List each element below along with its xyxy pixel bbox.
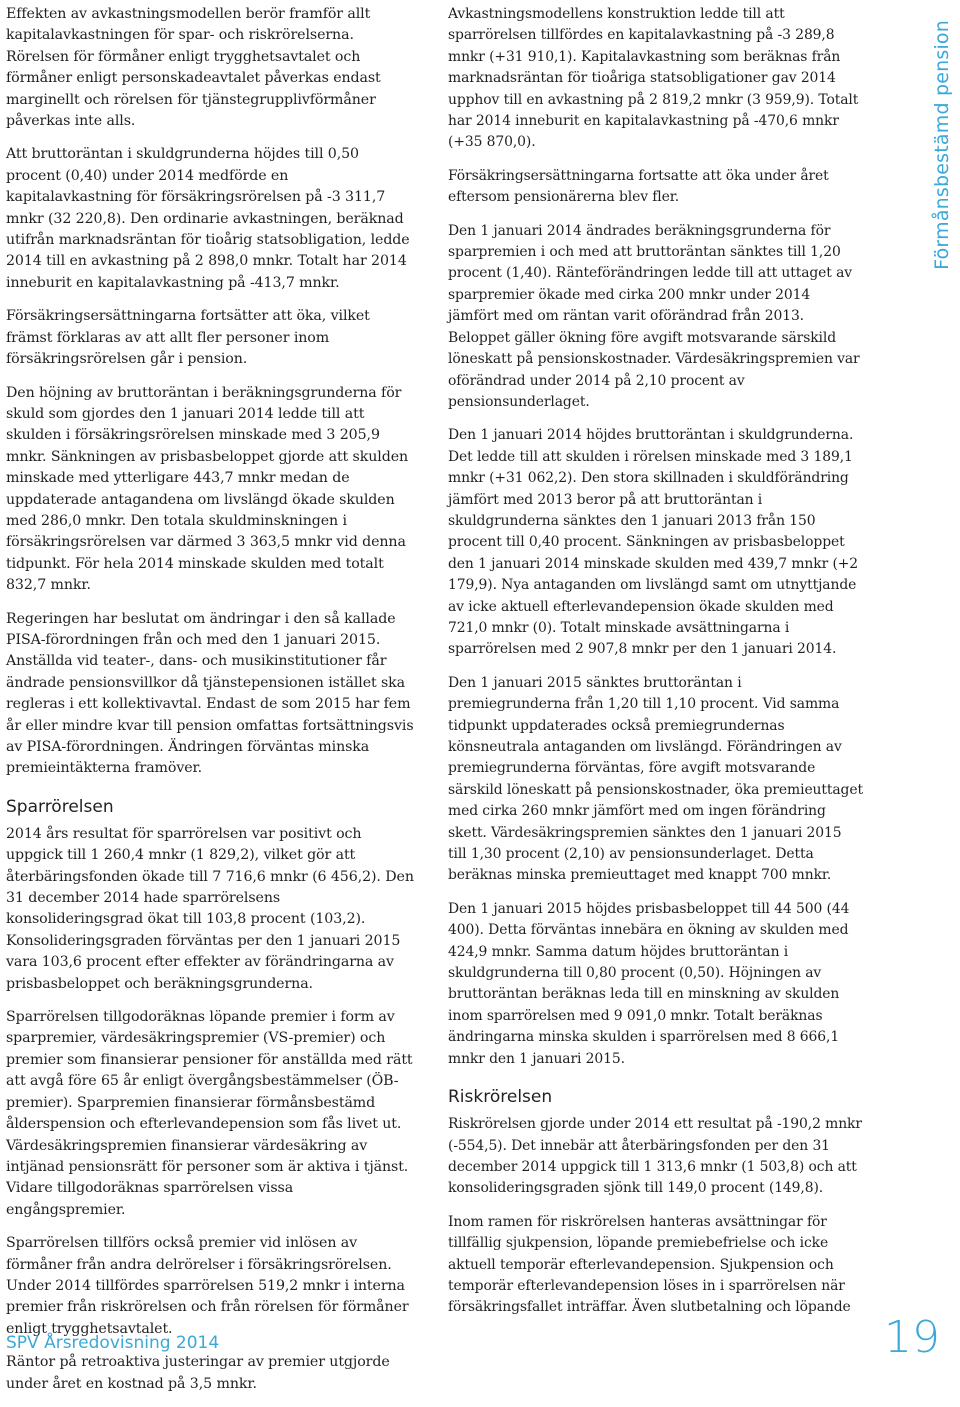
paragraph-savings-premium-basis: Den 1 januari 2014 ändrades beräkningsgrunderna för sparpremien i och med att bruttoräntan sänktes till 1,20 procent (1,40). Ränteförändringen ledde till att uttaget av sparpremier ökade med cirka 200 mnkr under 2014 jämfört med om räntan varit oförändrad från 2013. Beloppet gäller ökning före avgift motsvarande särskild löneskatt på pensionskostnader. Värdesäkringspremien var oförändrad under 2014 på 2,10 procent av pensionsunderlaget.: [448, 222, 860, 410]
paragraph-riskrorelsen-scope: Inom ramen för riskrörelsen hanteras avsättningar för tillfällig sjukpension, löpande premiebefrielse och icke aktuell temporär efterlevandepension. Sjukpension och temporär efterlevandepension löses in i sparrörelsen när försäkringsfallet inträffar. Även slutbetalning och löpande: [448, 1213, 851, 1316]
paragraph-price-base-2015: Den 1 januari 2015 höjdes prisbasbeloppet till 44 500 (44 400). Detta förväntas innebära en ökning av skulden med 424,9 mnkr. Samma datum höjdes bruttoräntan i skuldgrunderna till 0,80 procent (0,50). Höjningen av bruttoräntan beräknas leda till en minskning av skulden inom sparrörelsen med 9 091,0 mnkr. Totalt beräknas ändringarna minska skulden i sparrörelsen med 8 666,1 mnkr den 1 januari 2015.: [448, 900, 850, 1067]
paragraph-premium-basis-2015: Den 1 januari 2015 sänktes bruttoräntan i premiegrunderna från 1,20 till 1,10 procent. Vid samma tidpunkt uppdaterades också premiegrundernas könsneutrala antaganden om livslängd. Förändringen av premiegrunderna förväntas, före avgift motsvarande särskild löneskatt på pensionskostnader, öka premieuttaget med cirka 260 mnkr jämfört med om ingen förändring skett. Värdesäkringspremien sänktes den 1 januari 2015 till 1,30 procent (2,10) av pensionsunderlaget. Detta beräknas minska premieuttaget med knappt 700 mnkr.: [448, 674, 863, 884]
paragraph-riskrorelsen-result: Riskrörelsen gjorde under 2014 ett resultat på -190,2 mnkr (-554,5). Det innebär att återbäringsfonden per den 31 december 2014 uppgick till 1 313,6 mnkr (1 503,8) och att konsolideringsgraden sjönk till 149,0 procent (149,8).: [448, 1116, 862, 1197]
right-column: [448, 4, 864, 1331]
page-number: 19: [884, 1312, 940, 1363]
section-heading-riskrorelsen: Riskrörelsen: [448, 1087, 553, 1108]
paragraph-debt-reduction: Den höjning av bruttoräntan i beräkningsgrunderna för skuld som gjordes den 1 januari 2014 ledde till att skulden i försäkringsrörelsen minskade med 3 205,9 mnkr. Sänkningen av prisbasbeloppet gjorde att skulden minskade med ytterligare 443,7 mnkr medan de uppdaterade antagandena om livslängd ökade skulden med 286,0 mnkr. Den totala skuldminskningen i försäkringsrörelsen var därmed 3 363,5 mnkr vid denna tidpunkt. För hela 2014 minskade skulden med totalt 832,7 mnkr.: [6, 384, 409, 594]
left-column: [6, 4, 414, 1407]
side-section-title-text: Förmånsbestämd pension: [931, 20, 953, 270]
paragraph-retroactive-interest: Räntor på retroaktiva justeringar av premier utgjorde under året en kostnad på 3,5 mnkr.: [6, 1354, 390, 1392]
paragraph-sparrorelsen-result: 2014 års resultat för sparrörelsen var positivt och uppgick till 1 260,4 mnkr (1 829,2), vilket gör att återbäringsfonden ökade till 7 716,6 mnkr (6 456,2). Den 31 december 2014 hade sparrörelsens konsolideringsgrad ökat till 103,8 procent (103,2). Konsolideringsgraden förväntas per den 1 januari 2015 vara 103,6 procent efter effekter av förändringarna av prisbasbeloppet och beräkningsgrunderna.: [6, 825, 414, 992]
paragraph-insurance-payouts: Försäkringsersättningarna fortsätter att öka, vilket främst förklaras av att allt fler personer inom försäkringsrörelsen går i pension.: [6, 308, 370, 368]
paragraph-pisa-regulation: Regeringen har beslutat om ändringar i den så kallade PISA-förordningen från och med den 1 januari 2015. Anställda vid teater-, dans- och musikinstitutioner får ändrade pensionsvillkor då tjänstepensionen istället ska regleras i ett kollektivavtal. Endast de som 2015 har fem år eller mindre kvar till pension omfattas fortsättningsvis av PISA-förordningen. Ändringen förväntas minska premieintäkterna framöver.: [6, 610, 414, 777]
section-heading-sparrorelsen: Sparrörelsen: [6, 796, 114, 817]
footer-report-title: SPV Årsredovisning 2014: [6, 1333, 220, 1353]
paragraph-capital-return-effect: Effekten av avkastningsmodellen berör framför allt kapitalavkastningen för spar- och riskrörelserna. Rörelsen för förmåner enligt trygghetsavtalet och förmåner enligt personskadeavtalet påverkas endast marginellt och rörelsen för tjänstegrupplivförmåner påverkas inte alls.: [6, 6, 381, 130]
paragraph-gross-rate-increase: Att bruttoräntan i skuldgrunderna höjdes till 0,50 procent (0,40) under 2014 medförde en kapitalavkastning för försäkringsrörelsen på -3 311,7 mnkr (32 220,8). Den ordinarie avkastningen, beräknad utifrån marknadsräntan för tioårig statsobligation, ledde 2014 till en avkastning på 2 898,0 mnkr. Totalt har 2014 inneburit en kapitalavkastning på -413,7 mnkr.: [6, 146, 410, 291]
side-section-title: [924, 20, 960, 270]
paragraph-payouts-increase: Försäkringsersättningarna fortsatte att öka under året eftersom pensionärerna blev fler.: [448, 167, 829, 206]
paragraph-internal-premiums: Sparrörelsen tillförs också premier vid inlösen av förmåner från andra delrörelser i försäkringsrörelsen. Under 2014 tillfördes sparrörelsen 519,2 mnkr i interna premier från riskrörelsen och från rörelsen för förmåner enligt trygghetsavtalet.: [6, 1235, 409, 1337]
paragraph-sparrorelsen-premiums: Sparrörelsen tillgodoräknas löpande premier i form av sparpremier, värdesäkringspremier (VS-premier) och premier som finansierar pensioner för anställda med rätt att avgå före 65 år enligt övergångsbestämmelser (ÖB-premier). Sparpremien finansierar förmånsbestämd ålderspension och efterlevandepension som fås livet ut. Värdesäkringspremien finansierar värdesäkring av intjänad pensionsrätt för personer som är aktiva i tjänst. Vidare tillgodoräknas sparrörelsen vissa engångspremier.: [6, 1009, 413, 1218]
paragraph-debt-basis-2014: Den 1 januari 2014 höjdes bruttoräntan i skuldgrunderna. Det ledde till att skulden i rörelsen minskade med 3 189,1 mnkr (+31 062,2). Den stora skillnaden i skuldförändring jämfört med 2013 beror på att bruttoräntan i skuldgrunderna sänktes den 1 januari 2013 från 150 procent till 0,40 procent. Sänkningen av prisbasbeloppet den 1 januari 2014 minskade skulden med 439,7 mnkr (+2 179,9). Nya antaganden om livslängd samt om utnyttjande av icke aktuell efterlevandepension ökade skulden med 721,0 mnkr (0). Totalt minskade avsättningarna i sparrörelsen med 2 907,8 mnkr per den 1 januari 2014.: [448, 427, 859, 658]
paragraph-return-model: Avkastningsmodellens konstruktion ledde till att sparrörelsen tillfördes en kapitalavkastning på -3 289,8 mnkr (+31 910,1). Kapitalavkastning som beräknas från marknadsräntan för tioåriga statsobligationer gav 2014 upphov till en avkastning på 2 819,2 mnkr (3 959,9). Totalt har 2014 inneburit en kapitalavkastning på -470,6 mnkr (+35 870,0).: [448, 6, 859, 151]
